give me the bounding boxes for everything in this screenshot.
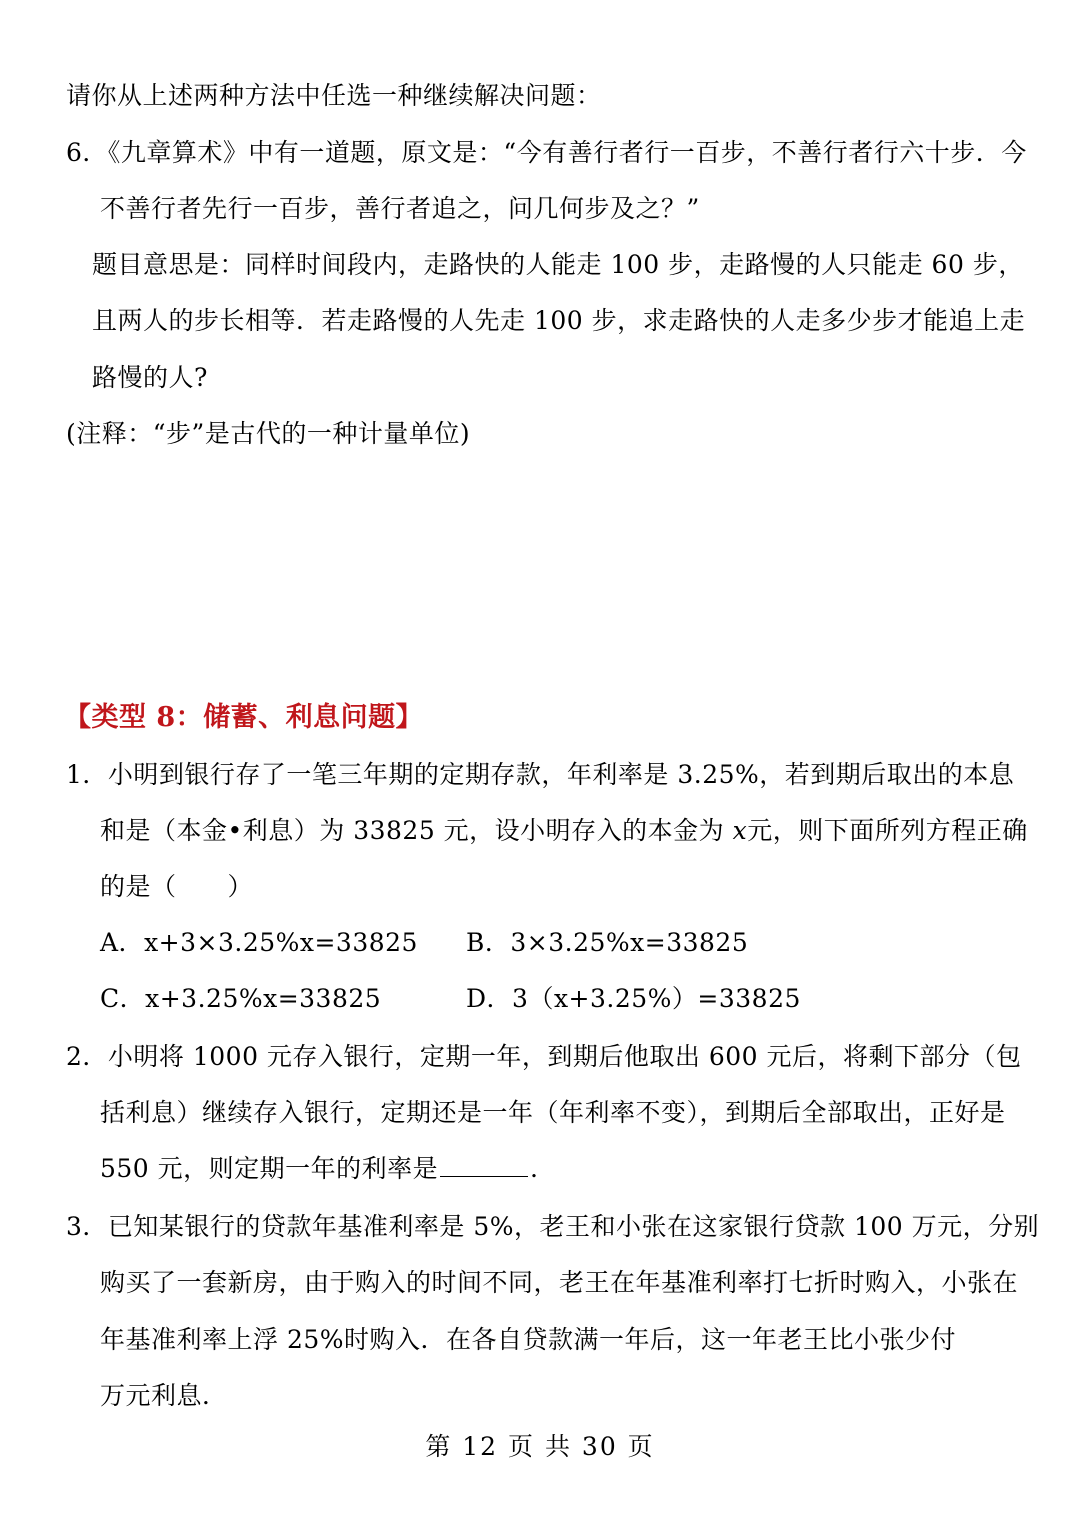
problem-1-line-2 bbox=[100, 815, 1028, 847]
option-d-expression: 3（x+3.25%）=33825 bbox=[512, 984, 801, 1013]
option-a-expression: x+3×3.25%x=33825 bbox=[144, 928, 418, 957]
problem-1-line-1: 1．小明到银行存了一笔三年期的定期存款，年利率是 3.25%，若到期后取出的本息 bbox=[66, 760, 1015, 789]
question-6-line-3: 题目意思是：同样时间段内，走路快的人能走 100 步，走路慢的人只能走 60 步， bbox=[92, 250, 1024, 279]
option-c[interactable] bbox=[100, 983, 381, 1015]
problem-2-line-3 bbox=[100, 1153, 556, 1185]
option-b-expression: 3×3.25%x=33825 bbox=[510, 928, 749, 957]
question-6-line-1: 6．《九章算术》中有一道题，原文是：“今有善行者行一百步，不善行者行六十步．今 bbox=[66, 138, 1027, 167]
option-a[interactable] bbox=[100, 927, 418, 959]
problem-1-line-3: 的是（ ） bbox=[100, 872, 254, 901]
variable-x: x bbox=[732, 816, 748, 845]
option-c-label: C． bbox=[100, 984, 146, 1013]
problem-3-line-2: 购买了一套新房，由于购入的时间不同，老王在年基准利率打七折时购入，小张在 bbox=[100, 1268, 1019, 1297]
problem-2-line-3-end: ． bbox=[530, 1154, 556, 1183]
problem-2-line-1: 2．小明将 1000 元存入银行，定期一年，到期后他取出 600 元后，将剩下部分（包 bbox=[66, 1042, 1022, 1071]
problem-3-line-3: 年基准利率上浮 25%时购入．在各自贷款满一年后，这一年老王比小张少付 bbox=[100, 1325, 957, 1354]
option-c-expression: x+3.25%x=33825 bbox=[145, 984, 382, 1013]
option-b-label: B． bbox=[466, 928, 511, 957]
option-d-label: D． bbox=[466, 984, 513, 1013]
question-6-line-4: 且两人的步长相等．若走路慢的人先走 100 步，求走路快的人走多少步才能追上走 bbox=[92, 306, 1026, 335]
intro-text: 请你从上述两种方法中任选一种继续解决问题： bbox=[66, 81, 602, 110]
question-6-note: (注释：“步”是古代的一种计量单位) bbox=[66, 419, 471, 448]
option-a-label: A． bbox=[100, 928, 145, 957]
question-6-line-5: 路慢的人? bbox=[92, 363, 208, 392]
problem-2-line-3-text: 550 元，则定期一年的利率是 bbox=[100, 1154, 439, 1183]
problem-3-line-1: 3．已知某银行的贷款年基准利率是 5%，老王和小张在这家银行贷款 100 万元，分别 bbox=[66, 1212, 1040, 1241]
option-d[interactable] bbox=[466, 983, 801, 1015]
question-6-line-2: 不善行者先行一百步，善行者追之，问几何步及之？” bbox=[100, 194, 700, 223]
problem-1-line-2-part-a: 和是（本金•利息）为 33825 元，设小明存入的本金为 bbox=[100, 816, 733, 845]
problem-3-line-4: 万元利息． bbox=[100, 1381, 228, 1410]
answer-blank[interactable] bbox=[440, 1154, 528, 1177]
section-heading: 【类型 8：储蓄、利息问题】 bbox=[64, 702, 424, 733]
problem-2-line-2: 括利息）继续存入银行，定期还是一年（年利率不变），到期后全部取出，正好是 bbox=[100, 1098, 1006, 1127]
option-b[interactable] bbox=[466, 927, 748, 959]
page-footer: 第 12 页 共 30 页 bbox=[425, 1432, 655, 1461]
problem-1-line-2-part-b: 元，则下面所列方程正确 bbox=[747, 816, 1028, 845]
